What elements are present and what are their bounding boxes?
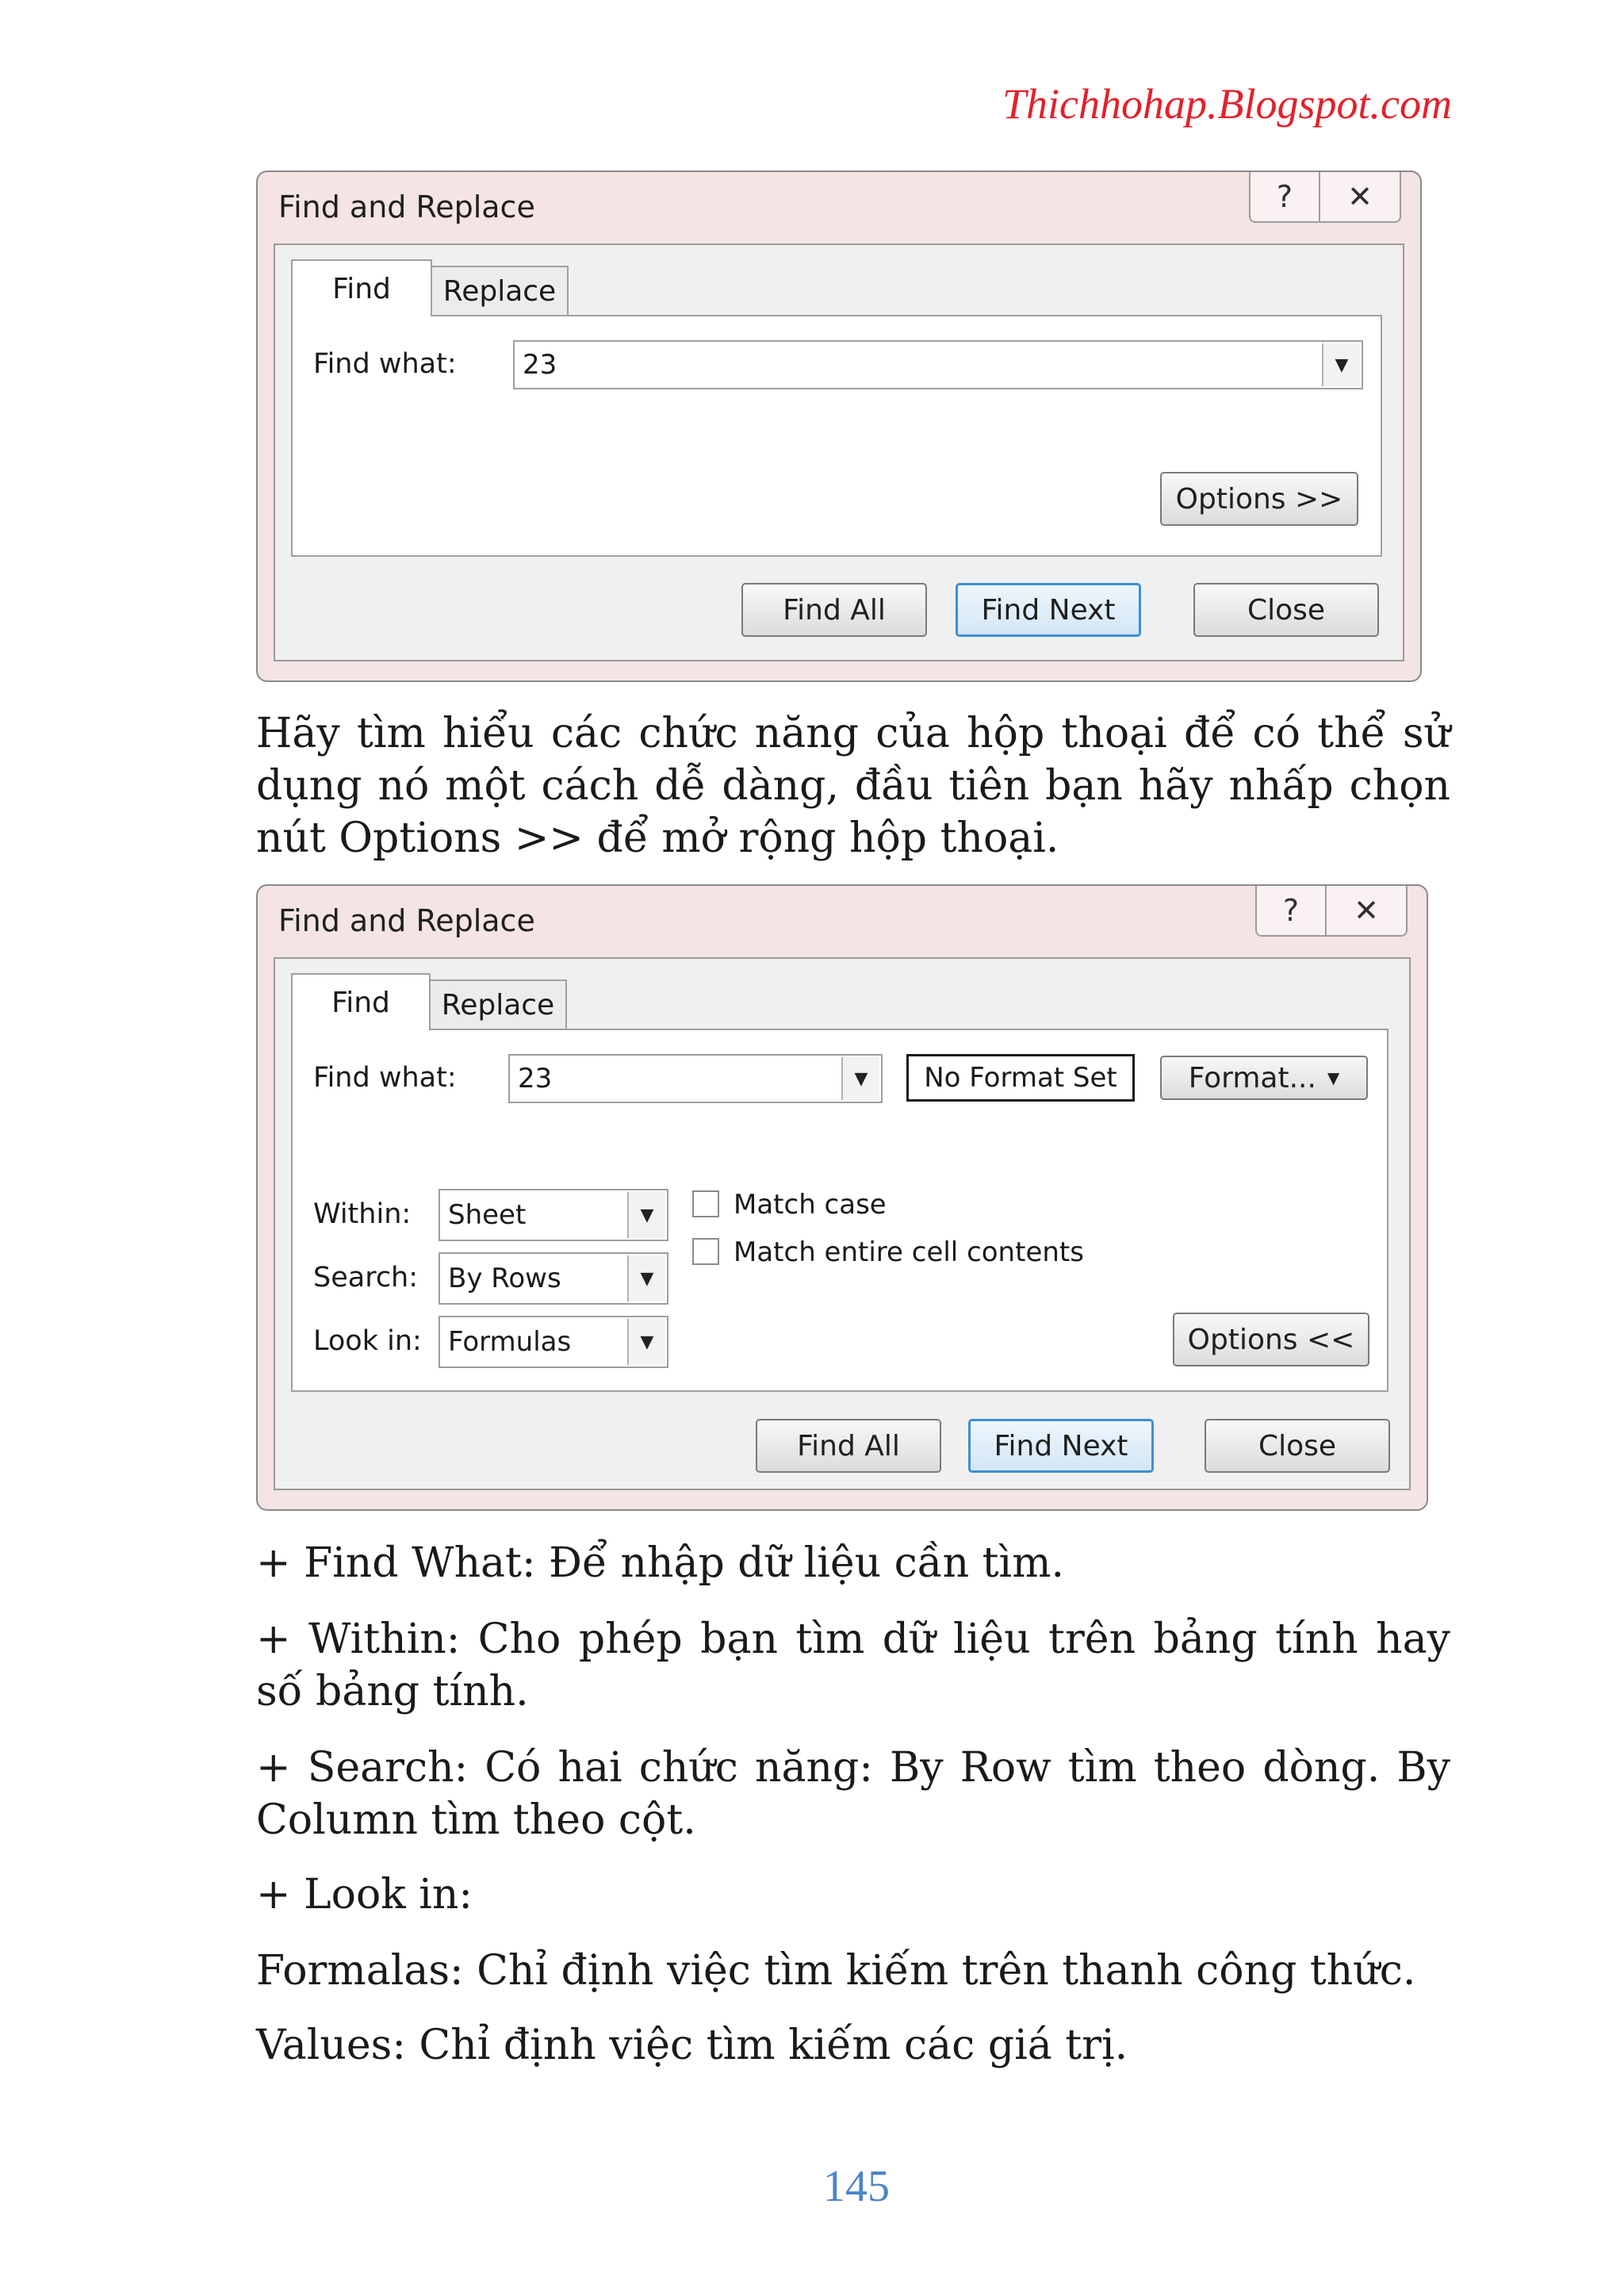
options-expand-button[interactable]: Options >>	[1160, 472, 1358, 526]
dialog-body	[274, 957, 1411, 1490]
match-case-checkbox[interactable]	[692, 1190, 719, 1217]
formulas-description: Formalas: Chỉ định việc tìm kiếm trên thanh công thức.	[256, 1947, 1416, 1995]
find-next-button[interactable]: Find Next	[968, 1419, 1154, 1473]
page-number: 145	[823, 2162, 890, 2211]
dialog-body	[274, 243, 1404, 661]
close-button[interactable]: Close	[1193, 583, 1379, 637]
find-what-value: 23	[518, 1063, 553, 1094]
values-description: Values: Chỉ định việc tìm kiếm các giá trị.	[256, 2022, 1128, 2069]
match-entire-checkbox[interactable]	[692, 1238, 719, 1265]
find-what-label: Find what:	[313, 1062, 457, 1094]
chevron-down-icon: ▼	[1327, 1068, 1340, 1087]
search-label: Search:	[313, 1262, 419, 1294]
match-entire-label: Match entire cell contents	[733, 1236, 1084, 1268]
chevron-down-icon[interactable]: ▼	[627, 1192, 665, 1238]
within-label: Within:	[313, 1198, 412, 1230]
close-button[interactable]: Close	[1205, 1419, 1390, 1473]
no-format-set-preview: No Format Set	[906, 1054, 1135, 1102]
within-description: + Within: Cho phép bạn tìm dữ liệu trên bảng tính hay số bảng tính.	[256, 1616, 1450, 1715]
search-value: By Rows	[448, 1263, 561, 1294]
format-button[interactable]	[1160, 1056, 1368, 1100]
intro-paragraph: Hãy tìm hiểu các chức năng của hộp thoại để có thể sử dụng nó một cách dễ dàng, đầu tiên bạn hãy nhấp chọn nút Options >> để mở rộng hộp thoại.	[256, 710, 1450, 862]
within-value: Sheet	[448, 1199, 527, 1231]
chevron-down-icon[interactable]: ▼	[841, 1057, 879, 1100]
tab-find[interactable]: Find	[291, 259, 432, 316]
tab-replace[interactable]: Replace	[429, 979, 567, 1029]
help-icon[interactable]: ?	[1276, 179, 1293, 214]
chevron-down-icon[interactable]: ▼	[627, 1255, 665, 1301]
dialog-title: Find and Replace	[278, 903, 535, 938]
tab-find[interactable]: Find	[291, 973, 431, 1030]
find-tab-panel	[291, 1029, 1388, 1392]
look-in-select[interactable]	[439, 1316, 668, 1368]
within-select[interactable]	[439, 1189, 668, 1241]
search-select[interactable]	[439, 1252, 668, 1305]
find-all-button[interactable]: Find All	[756, 1419, 941, 1473]
chevron-down-icon[interactable]: ▼	[627, 1319, 665, 1365]
find-replace-dialog-collapsed	[256, 171, 1422, 682]
find-what-input[interactable]	[508, 1054, 883, 1103]
find-all-button[interactable]: Find All	[741, 583, 927, 637]
match-case-label: Match case	[733, 1189, 887, 1221]
find-replace-dialog-expanded	[256, 884, 1428, 1511]
format-button-label: Format...	[1188, 1061, 1316, 1094]
close-icon[interactable]: ✕	[1325, 886, 1406, 935]
dialog-title: Find and Replace	[278, 190, 535, 224]
search-description: + Search: Có hai chức năng: By Row tìm theo dòng. By Column tìm theo cột.	[256, 1744, 1450, 1844]
find-what-value: 23	[523, 349, 557, 381]
find-what-label: Find what:	[313, 348, 457, 380]
title-buttons	[1255, 886, 1408, 937]
find-next-button[interactable]: Find Next	[956, 583, 1141, 637]
title-buttons	[1249, 172, 1401, 223]
look-in-value: Formulas	[448, 1326, 572, 1358]
find-what-input[interactable]	[513, 340, 1363, 389]
options-collapse-button[interactable]: Options <<	[1173, 1313, 1369, 1366]
look-in-description: + Look in:	[256, 1871, 473, 1918]
chevron-down-icon[interactable]: ▼	[1322, 343, 1360, 386]
close-icon[interactable]: ✕	[1319, 172, 1400, 221]
find-what-description: + Find What: Để nhập dữ liệu cần tìm.	[256, 1539, 1065, 1587]
header-site-url: Thichhohap.Blogspot.com	[1002, 80, 1452, 128]
look-in-label: Look in:	[313, 1325, 422, 1357]
help-icon[interactable]: ?	[1282, 893, 1300, 928]
tab-replace[interactable]: Replace	[431, 266, 569, 315]
find-tab-panel	[291, 315, 1382, 557]
